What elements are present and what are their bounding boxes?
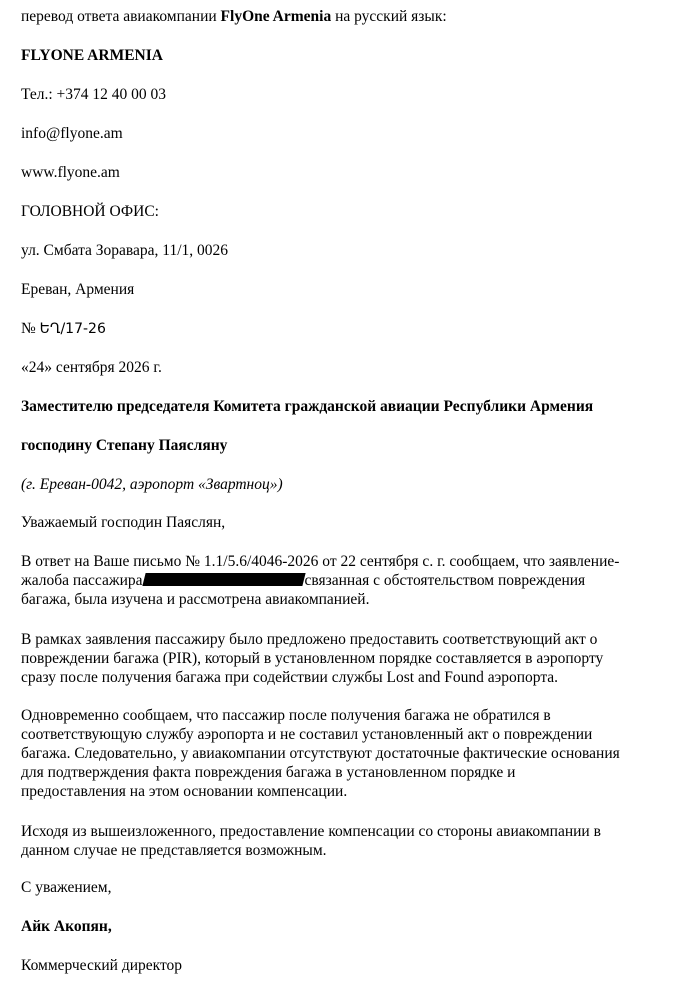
letterhead-phone: Тел.: +374 12 40 00 03 [21,86,167,103]
office-label: ГОЛОВНОЙ ОФИС: [21,203,159,220]
addressee-position: Заместителю председателя Комитета гражданской авиации Республики Армения [21,398,594,415]
paragraph-3: Одновременно сообщаем, что пассажир после получения багажа не обратился в соответствующую службу аэропорта и не составил установленный акт о повреждении багажа. Следовательно, у авиакомпании отсутствуют достаточные фактические основания для подтверждения факта повреждения багажа в установленном порядке и предоставления на этом основании компенсации. [21,707,620,800]
company-name-intro: FlyOne Armenia [220,8,332,25]
office-city: Ереван, Армения [21,281,135,298]
office-street: ул. Смбата Зоравара, 11/1, 0026 [21,242,229,259]
paragraph-2: В рамках заявления пассажиру было предложено предоставить соответствующий акт о повреждении багажа (PIR), который в установленном порядке составляется в аэропорту сразу после получения багажа при содействии службы Lost and Found аэропорта. [21,631,604,686]
letterhead-company: FLYONE ARMENIA [21,47,163,64]
redaction-mark [142,573,305,586]
addressee-location: (г. Ереван-0042, аэропорт «Звартноц») [21,476,283,493]
document-number: № ԵՂ/17-26 [21,320,106,337]
document-date: «24» сентября 2026 г. [21,359,162,376]
signer-title: Коммерческий директор [21,957,183,974]
closing-regards: С уважением, [21,879,112,896]
letterhead-email: info@flyone.am [21,125,123,142]
letterhead-website: www.flyone.am [21,164,120,181]
greeting: Уважаемый господин Паяслян, [21,514,226,531]
intro-line: перевод ответа авиакомпании FlyOne Armenia на русский язык: [21,8,447,25]
paragraph-1: В ответ на Ваше письмо № 1.1/5.6/4046-2026 от 22 сентября с. г. сообщаем, что заявление- жалоба пассажира связанная с обстоятельством повреждения багажа, была изучена и рассмотрена авиакомпанией. [21,553,620,608]
addressee-name: господину Степану Паясляну [21,437,228,454]
document-number-value: ԵՂ/17-26 [39,321,106,337]
signer-name: Айк Акопян, [21,918,112,935]
paragraph-4: Исходя из вышеизложенного, предоставление компенсации со стороны авиакомпании в данном случае не представляется возможным. [21,823,601,859]
